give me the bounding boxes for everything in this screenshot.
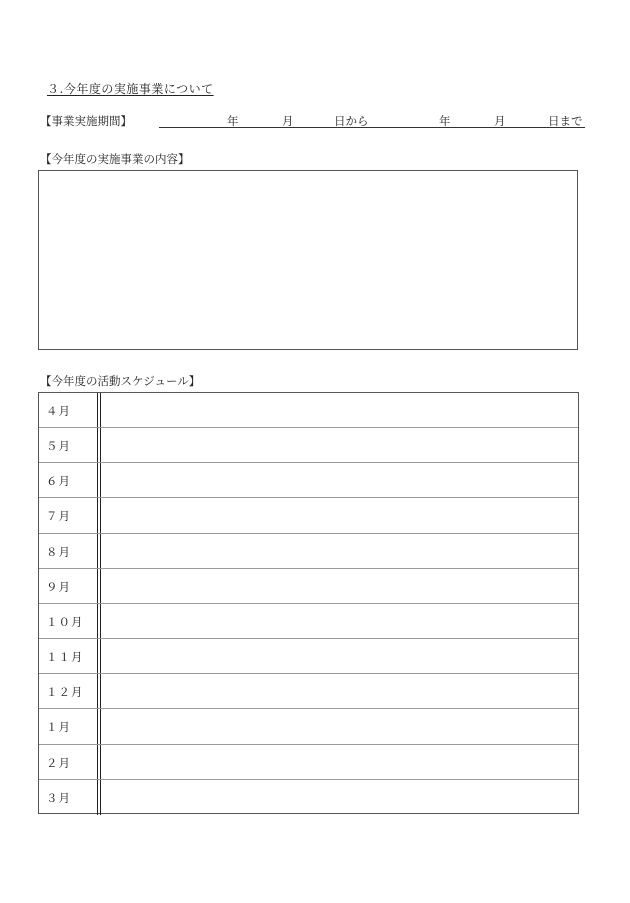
end-day-field[interactable]	[509, 113, 547, 127]
schedule-month-label: ３月	[39, 780, 101, 815]
schedule-month-label: ５月	[39, 428, 101, 462]
start-day-suffix: 日から	[334, 114, 369, 128]
schedule-month-label: ４月	[39, 393, 101, 427]
schedule-activity-cell[interactable]	[101, 709, 578, 743]
schedule-month-label: ２月	[39, 745, 101, 779]
start-year-unit: 年	[227, 114, 239, 128]
schedule-activity-cell[interactable]	[101, 428, 578, 462]
schedule-month-label: １０月	[39, 604, 101, 638]
project-content-label: 【今年度の実施事業の内容】	[40, 152, 190, 166]
schedule-activity-cell[interactable]	[101, 463, 578, 497]
section-title: ３.今年度の実施事業について	[47, 82, 214, 96]
schedule-activity-cell[interactable]	[101, 569, 578, 603]
schedule-activity-cell[interactable]	[101, 674, 578, 708]
project-period-underline	[159, 127, 585, 128]
schedule-activity-cell[interactable]	[101, 604, 578, 638]
schedule-activity-cell[interactable]	[101, 498, 578, 532]
schedule-activity-cell[interactable]	[101, 639, 578, 673]
schedule-activity-cell[interactable]	[101, 393, 578, 427]
schedule-row	[39, 674, 578, 709]
activity-schedule-table	[38, 392, 579, 814]
schedule-month-label: １２月	[39, 674, 101, 708]
schedule-month-label: ７月	[39, 498, 101, 532]
project-content-box[interactable]	[38, 170, 578, 350]
schedule-row	[39, 639, 578, 674]
schedule-row	[39, 709, 578, 744]
schedule-month-label: ８月	[39, 534, 101, 568]
schedule-month-label: １月	[39, 709, 101, 743]
project-period-label: 【事業実施期間】	[40, 114, 132, 128]
schedule-row	[39, 780, 578, 815]
project-period-row	[40, 113, 590, 129]
end-month-field[interactable]	[454, 113, 494, 127]
schedule-month-label: ９月	[39, 569, 101, 603]
schedule-activity-cell[interactable]	[101, 780, 578, 815]
schedule-row	[39, 745, 578, 780]
start-month-field[interactable]	[242, 113, 282, 127]
end-month-unit: 月	[494, 114, 506, 128]
schedule-month-label: ６月	[39, 463, 101, 497]
schedule-row	[39, 393, 578, 428]
schedule-row	[39, 463, 578, 498]
schedule-activity-cell[interactable]	[101, 534, 578, 568]
schedule-row	[39, 428, 578, 463]
end-day-suffix: 日まで	[548, 114, 583, 128]
activity-schedule-label: 【今年度の活動スケジュール】	[40, 374, 201, 388]
end-year-unit: 年	[439, 114, 451, 128]
schedule-row	[39, 604, 578, 639]
schedule-activity-cell[interactable]	[101, 745, 578, 779]
start-day-field[interactable]	[297, 113, 334, 127]
schedule-row	[39, 569, 578, 604]
schedule-row	[39, 534, 578, 569]
end-year-field[interactable]	[376, 113, 439, 127]
schedule-row	[39, 498, 578, 533]
start-month-unit: 月	[282, 114, 294, 128]
schedule-month-label: １１月	[39, 639, 101, 673]
